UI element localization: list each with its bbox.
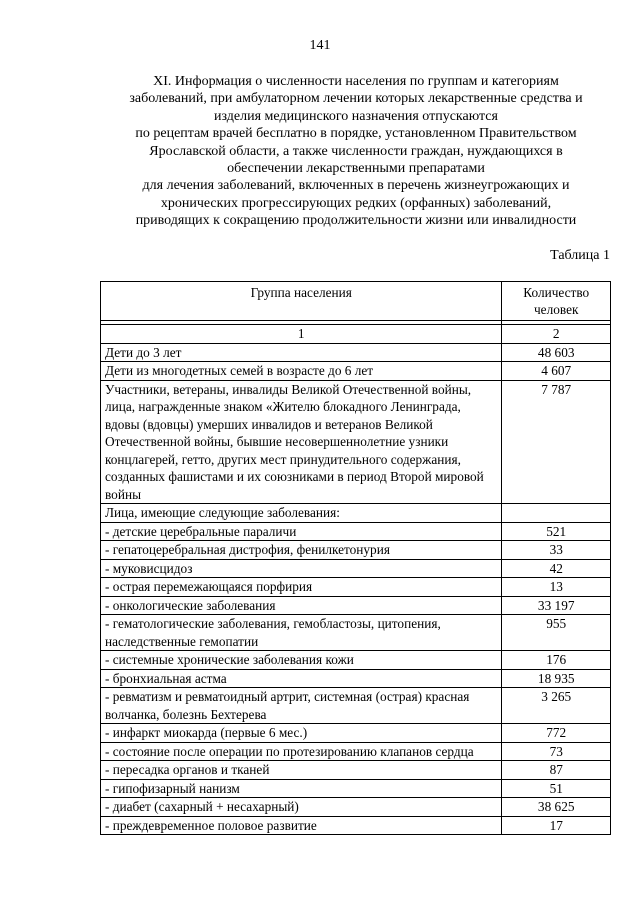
group-cell: - преждевременное половое развитие — [101, 816, 502, 835]
group-cell: - гепатоцеребральная дистрофия, фенилкетонурия — [101, 541, 502, 560]
count-cell: 3 265 — [502, 688, 611, 724]
count-cell: 772 — [502, 724, 611, 743]
table-row — [101, 615, 611, 651]
table-row — [101, 669, 611, 688]
header-group: Группа населения — [101, 282, 502, 321]
group-cell: - детские церебральные параличи — [101, 522, 502, 541]
population-table — [100, 281, 611, 835]
count-cell: 13 — [502, 578, 611, 597]
table-caption: Таблица 1 — [550, 248, 610, 263]
heading-line: приводящих к сокращению продолжительности жизни или инвалидности — [135, 213, 577, 229]
group-cell: - диабет (сахарный + несахарный) — [101, 798, 502, 817]
column-number: 1 — [101, 325, 502, 344]
heading-line: обеспечении лекарственными препаратами — [227, 161, 485, 177]
table-row — [101, 724, 611, 743]
count-cell: 51 — [502, 779, 611, 798]
table-row — [101, 578, 611, 597]
table-row — [101, 559, 611, 578]
count-cell: 73 — [502, 742, 611, 761]
table-row — [101, 761, 611, 780]
count-cell: 42 — [502, 559, 611, 578]
count-cell: 33 — [502, 541, 611, 560]
group-cell: Лица, имеющие следующие заболевания: — [101, 504, 502, 523]
group-cell: Дети до 3 лет — [101, 343, 502, 362]
column-number: 2 — [502, 325, 611, 344]
heading-line: хронических прогрессирующих редких (орфанных) заболеваний, — [160, 195, 552, 211]
count-cell: 176 — [502, 651, 611, 670]
table-row — [101, 651, 611, 670]
count-cell: 38 625 — [502, 798, 611, 817]
heading-line: для лечения заболеваний, включенных в перечень жизнеугрожающих и — [142, 178, 570, 194]
table-row — [101, 779, 611, 798]
section-heading — [100, 73, 612, 230]
count-cell: 4 607 — [502, 362, 611, 381]
heading-line: заболеваний, при амбулаторном лечении которых лекарственные средства и — [129, 91, 583, 107]
count-cell: 18 935 — [502, 669, 611, 688]
table-row — [101, 343, 611, 362]
group-cell: - инфаркт миокарда (первые 6 мес.) — [101, 724, 502, 743]
table-row — [101, 522, 611, 541]
table-row — [101, 362, 611, 381]
header-count: Количество человек — [502, 282, 611, 321]
group-cell: - пересадка органов и тканей — [101, 761, 502, 780]
group-cell: - ревматизм и ревматоидный артрит, системная (острая) красная волчанка, болезнь Бехтерева — [101, 688, 502, 724]
group-cell: - системные хронические заболевания кожи — [101, 651, 502, 670]
heading-line: XI. Информация о численности населения по группам и категориям — [153, 74, 559, 89]
group-cell: - бронхиальная астма — [101, 669, 502, 688]
heading-line: изделия медицинского назначения отпускаются — [214, 108, 498, 124]
group-cell: - состояние после операции по протезированию клапанов сердца — [101, 742, 502, 761]
count-cell: 48 603 — [502, 343, 611, 362]
group-cell: - острая перемежающаяся порфирия — [101, 578, 502, 597]
table-row — [101, 816, 611, 835]
heading-line: Ярославской области, а также численности граждан, нуждающихся в — [149, 143, 563, 159]
table-row — [101, 504, 611, 523]
count-cell: 955 — [502, 615, 611, 651]
table-row — [101, 596, 611, 615]
table-header-row — [101, 282, 611, 321]
group-cell: Участники, ветераны, инвалиды Великой Отечественной войны, лица, награжденные знаком «Жителю блокадного Ленинграда, вдовы (вдовцы) умерших инвалидов и ветеранов Великой Отечественной войны, бывшие несовершеннолетние узники концлагерей, гетто, других мест принудительного содержания, созданных фашистами и их союзниками в период Второй мировой войны — [101, 380, 502, 504]
count-cell: 521 — [502, 522, 611, 541]
heading-line: по рецептам врачей бесплатно в порядке, установленном Правительством — [135, 126, 577, 142]
group-cell: - муковисцидоз — [101, 559, 502, 578]
table-row — [101, 742, 611, 761]
group-cell: Дети из многодетных семей в возрасте до 6 лет — [101, 362, 502, 381]
count-cell: 33 197 — [502, 596, 611, 615]
page-number: 141 — [309, 38, 331, 53]
table-row — [101, 541, 611, 560]
table-row — [101, 380, 611, 504]
table-row — [101, 798, 611, 817]
count-cell: 7 787 — [502, 380, 611, 504]
column-numbers-row — [101, 325, 611, 344]
count-cell: 17 — [502, 816, 611, 835]
group-cell: - гематологические заболевания, гемобластозы, цитопения, наследственные гемопатии — [101, 615, 502, 651]
group-cell: - онкологические заболевания — [101, 596, 502, 615]
group-cell: - гипофизарный нанизм — [101, 779, 502, 798]
table-row — [101, 688, 611, 724]
count-cell — [502, 504, 611, 523]
count-cell: 87 — [502, 761, 611, 780]
